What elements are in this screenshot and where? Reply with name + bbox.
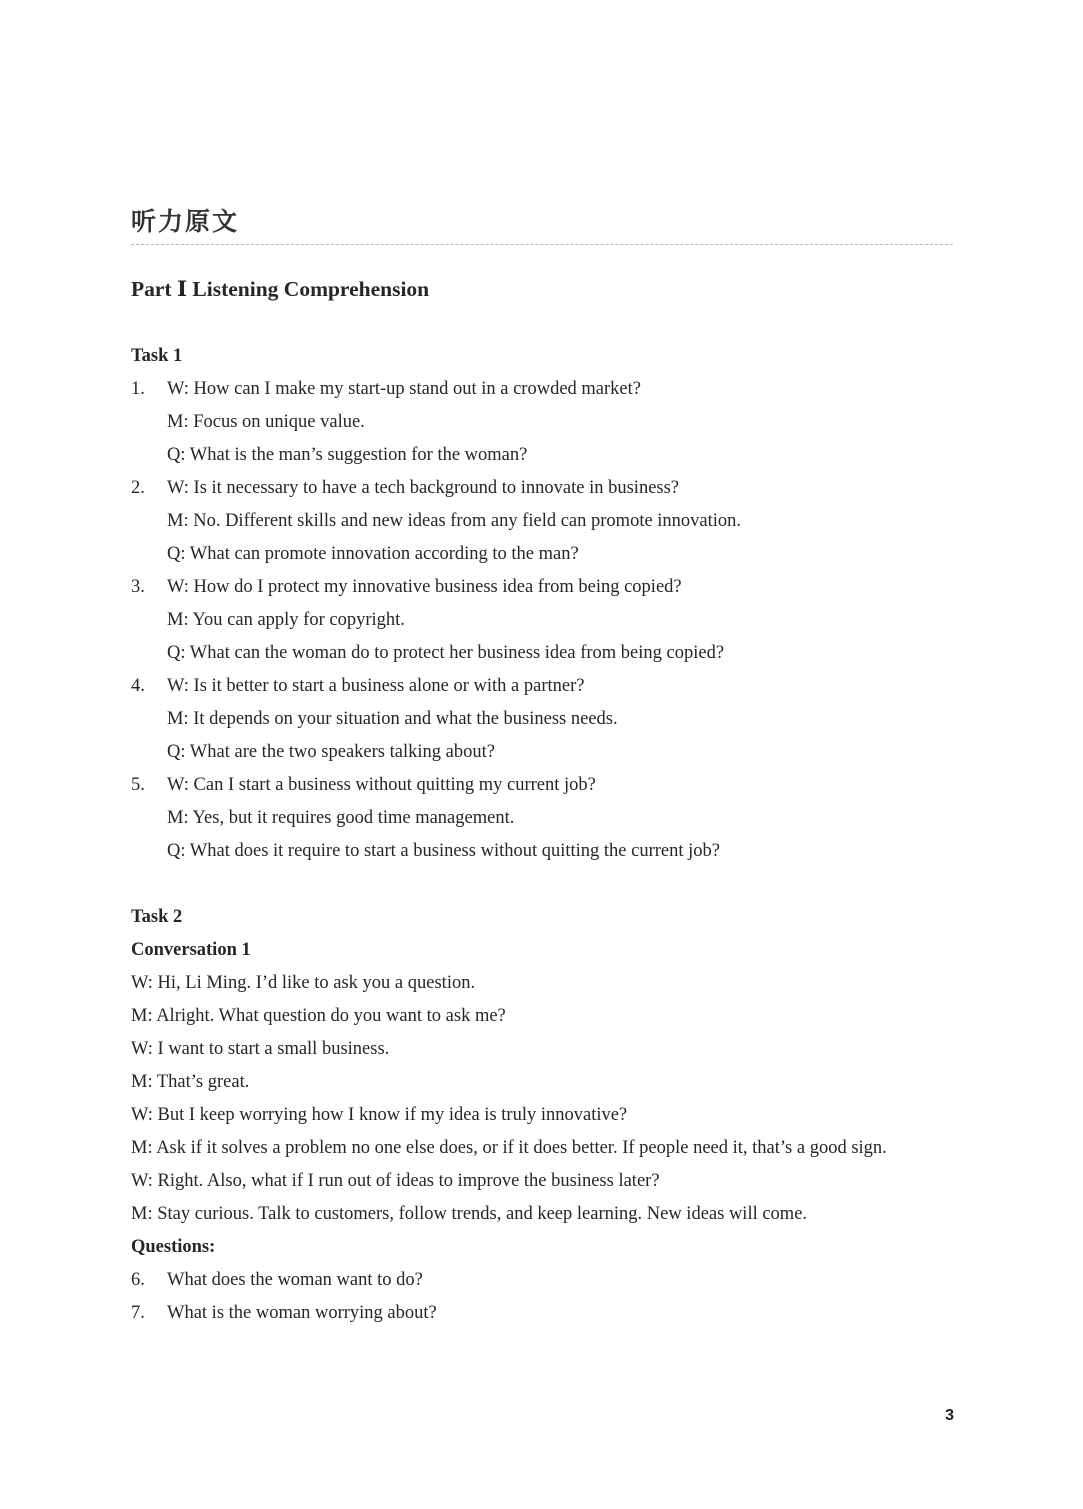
item-number: 4.: [131, 676, 145, 696]
dashed-divider: [131, 244, 953, 245]
man-line: M: It depends on your situation and what the business needs.: [167, 709, 618, 729]
question-line: Q: What can promote innovation according to the man?: [167, 544, 579, 564]
man-line: M: No. Different skills and new ideas from any field can promote innovation.: [167, 511, 742, 531]
woman-line: W: Is it necessary to have a tech background to innovate in business?: [167, 478, 680, 498]
question-line: Q: What does it require to start a business without quitting the current job?: [167, 841, 721, 861]
woman-line: W: How can I make my start-up stand out in a crowded market?: [167, 379, 641, 399]
dialogue-line: W: I want to start a small business.: [131, 1039, 390, 1059]
task1-item: [131, 373, 953, 472]
page-number: 3: [945, 1407, 954, 1424]
dialogue-line: M: Ask if it solves a problem no one else does, or if it does better. If people need it, that’s a good sign.: [131, 1138, 887, 1158]
item-number: 5.: [131, 775, 145, 795]
man-line: M: Focus on unique value.: [167, 412, 365, 432]
question-line: Q: What is the man’s suggestion for the woman?: [167, 445, 528, 465]
item-number: 2.: [131, 478, 145, 498]
woman-line: W: How do I protect my innovative business idea from being copied?: [167, 577, 682, 597]
task1-item: [131, 472, 953, 571]
task1-item: [131, 670, 953, 769]
man-line: M: Yes, but it requires good time management.: [167, 808, 515, 828]
section-heading: 听力原文: [131, 207, 240, 236]
question-text: What does the woman want to do?: [167, 1270, 423, 1290]
question-item: [131, 1297, 953, 1330]
task1-title: Task 1: [131, 346, 183, 366]
man-line: M: You can apply for copyright.: [167, 610, 405, 630]
dialogue-line: W: Right. Also, what if I run out of ideas to improve the business later?: [131, 1171, 660, 1191]
dialogue-line: W: But I keep worrying how I know if my idea is truly innovative?: [131, 1105, 628, 1125]
dialogue-line: W: Hi, Li Ming. I’d like to ask you a question.: [131, 973, 476, 993]
woman-line: W: Is it better to start a business alone or with a partner?: [167, 676, 585, 696]
task2-title: Task 2: [131, 907, 183, 927]
item-number: 6.: [131, 1270, 145, 1290]
page-content: [131, 204, 953, 1330]
spacer: [131, 868, 953, 901]
woman-line: W: Can I start a business without quitting my current job?: [167, 775, 596, 795]
conversation-title: Conversation 1: [131, 940, 251, 960]
dialogue-line: M: Alright. What question do you want to ask me?: [131, 1006, 506, 1026]
question-text: What is the woman worrying about?: [167, 1303, 437, 1323]
dialogue-line: M: That’s great.: [131, 1072, 250, 1092]
question-line: Q: What are the two speakers talking about?: [167, 742, 495, 762]
item-number: 3.: [131, 577, 145, 597]
questions-title: Questions:: [131, 1237, 216, 1257]
dialogue-line: M: Stay curious. Talk to customers, follow trends, and keep learning. New ideas will come.: [131, 1204, 808, 1224]
question-item: [131, 1264, 953, 1297]
item-number: 1.: [131, 379, 145, 399]
task1-item: [131, 769, 953, 868]
item-number: 7.: [131, 1303, 145, 1323]
question-line: Q: What can the woman do to protect her business idea from being copied?: [167, 643, 725, 663]
task1-item: [131, 571, 953, 670]
part-title: Part Ⅰ Listening Comprehension: [131, 277, 430, 301]
